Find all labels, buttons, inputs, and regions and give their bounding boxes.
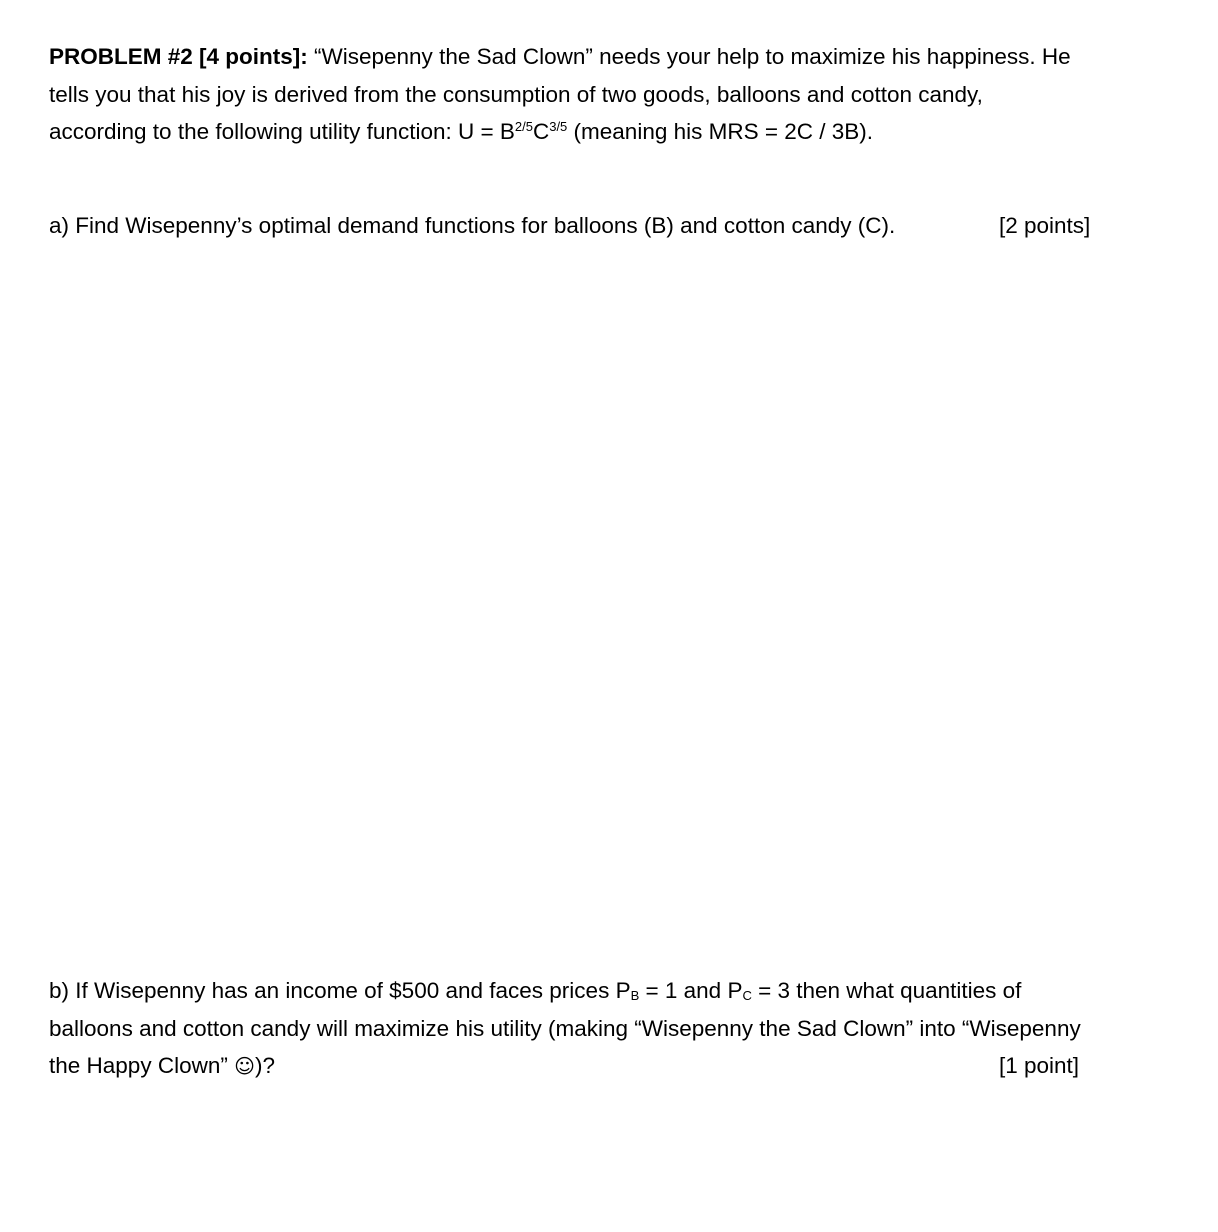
- part-b-line-1-b: = 1 and P: [639, 978, 743, 1003]
- part-a-points: [2 points]: [999, 213, 1091, 238]
- part-b: [49, 972, 1189, 1086]
- intro-line-3: [49, 113, 1179, 151]
- subscript-c: C: [742, 988, 752, 1003]
- part-a: [49, 207, 1179, 245]
- utility-lead-text: according to the following utility function: U = B: [49, 119, 515, 144]
- problem-statement: [49, 38, 1179, 151]
- exponent-b: 2/5: [514, 119, 533, 134]
- part-b-line-3-b: )?: [254, 1053, 275, 1078]
- utility-c-symbol: C: [532, 119, 550, 144]
- intro-line-1-text: “Wisepenny the Sad Clown” needs your help to maximize his happiness. He: [307, 44, 1071, 69]
- part-b-line-1-c: = 3 then what quantities of: [751, 978, 1022, 1003]
- mrs-text: (meaning his MRS = 2C / 3B).: [567, 119, 874, 144]
- subscript-b: B: [630, 988, 640, 1003]
- part-b-points: [1 point]: [999, 1053, 1080, 1078]
- problem-heading: PROBLEM #2 [4 points]:: [49, 44, 308, 69]
- part-b-line-3-a: the Happy Clown”: [49, 1053, 235, 1078]
- part-a-question: a) Find Wisepenny’s optimal demand functions for balloons (B) and cotton candy (C).: [49, 213, 896, 238]
- part-b-line-2: balloons and cotton candy will maximize his utility (making “Wisepenny the Sad Clown” into “Wisepenny: [49, 1015, 1081, 1041]
- part-b-line-1-a: b) If Wisepenny has an income of $500 and faces prices P: [49, 978, 631, 1003]
- smiley-icon: ☺: [234, 1054, 255, 1078]
- part-b-line-1: [49, 972, 1189, 1010]
- exponent-c: 3/5: [549, 119, 568, 134]
- intro-line-2: tells you that his joy is derived from the consumption of two goods, balloons and cotton candy,: [49, 81, 983, 107]
- intro-line-1: [49, 38, 1179, 76]
